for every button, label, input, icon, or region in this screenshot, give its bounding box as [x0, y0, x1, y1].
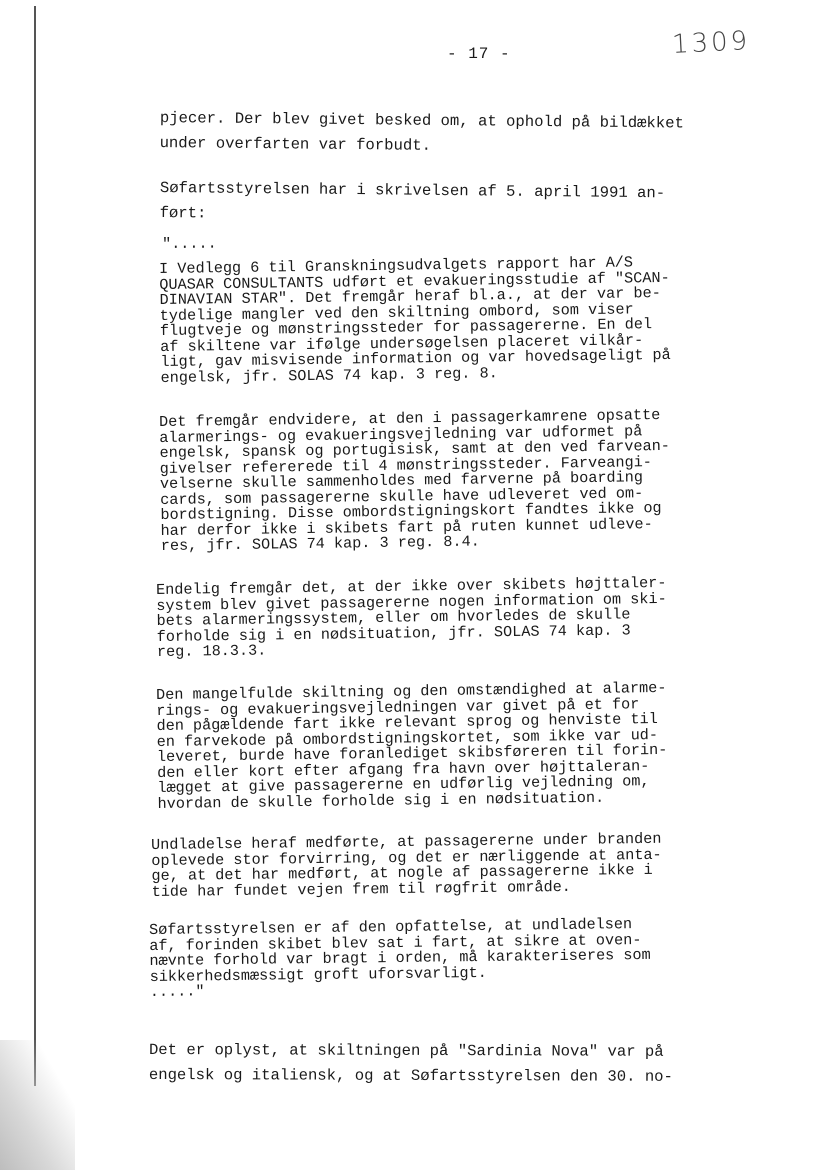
- stamp-number: 1309: [671, 25, 751, 61]
- intro-paragraph: pjecer. Der blev givet besked om, at ophold på bildækket under overfarten var forbudt.: [159, 108, 684, 155]
- scan-shadow: [0, 1040, 75, 1170]
- quote-paragraph: I Vedlegg 6 til Granskningsudvalgets rapport har A/S QUASAR CONSULTANTS udført et evakueringsstudie af "SCAN- DINAVIAN STAR". Det fremgår heraf bl.a., at der var be- tydelige mangler ved den skiltning ombord, som viser flugtveje og mønstringssteder for passagererne. En del af skiltene var ifølge undersøgelsen placeret vilkår- ligt, gav misvisende information og var hovedsageligt på engelsk, jfr. SOLAS 74 kap. 3 reg. 8.: [158, 253, 671, 387]
- quote-paragraph: Den mangelfulde skiltning og den omstændighed at alarme- rings- og evakueringsvejledningen var givet på et for den pågældende fart ikke relevant sprog og henviste til en farvekode på ombordstigningskortet, som ikke var ud- leveret, burde have foranlediget skibsføreren til forin- den eller kort efter afgang fra havn over højttaleran- lægget at give passagererne en udførlig vejledning om, hvordan de skulle forholde sig i en nødsituation.: [155, 678, 668, 813]
- quote-paragraph: Undladelse heraf medførte, at passagererne under branden oplevede stor forvirring, og det er nærliggende at anta- ge, at det har medført, at nogle af passagererne ikke i tide har fundet vejen frem til røgfrit område.: [150, 829, 662, 901]
- binding-margin-line: [34, 6, 36, 1086]
- quote-paragraph: Det fremgår endvidere, at den i passagerkamrene opsatte alarmerings- og evakueringsvejledning var udformet på engelsk, spansk og portugisisk, samt at den ved farvean- givelser refererede til 4 mønstringssteder. Farveangi- velserne skulle sammenholdes med farverne på boarding cards, som passagererne skulle have udleveret ved om- bordstigning. Disse ombordstigningskort fandtes ikke og har derfor ikke i skibets fart på ruten kunnet udleve- res, jfr. SOLAS 74 kap. 3 reg. 8.4.: [158, 406, 670, 555]
- quote-opening: ".....: [161, 234, 217, 253]
- quote-paragraph: Endelig fremgår det, at der ikke over skibets højttaler- system blev givet passagererne nogen information om ski- bets alarmeringssystem, eller om hvorledes de skulle forholde sig i en nødsituation, jfr. SOLAS 74 kap. 3 reg. 18.3.3.: [155, 573, 667, 661]
- quote-paragraph: Søfartsstyrelsen er af den opfattelse, at undladelsen af, forinden skibet blev sat i fart, at sikre at oven- nævnte forhold var bragt i orden, må karakteriseres som sikkerhedsmæssigt groft uforsvarligt. .....": [148, 915, 651, 1001]
- page-number: - 17 -: [447, 45, 511, 63]
- lead-paragraph: Søfartsstyrelsen har i skrivelsen af 5. april 1991 an- ført:: [159, 178, 666, 223]
- closing-paragraph: Det er oplyst, at skiltningen på "Sardinia Nova" var på engelsk og italiensk, og at Søfartsstyrelsen den 30. no-: [148, 1041, 673, 1086]
